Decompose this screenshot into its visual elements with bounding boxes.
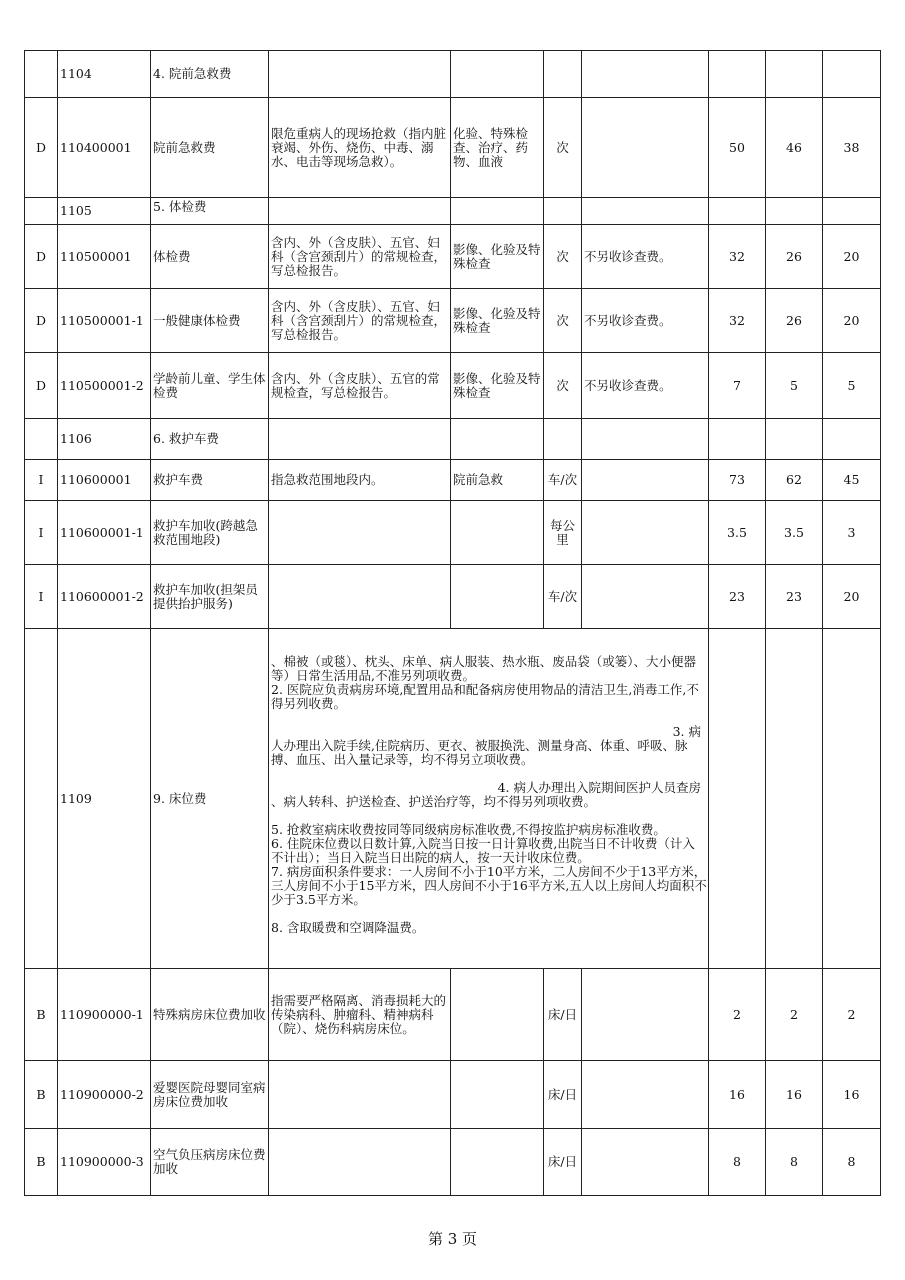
table-row (25, 629, 881, 969)
content-cell (269, 1061, 451, 1129)
price-cell: 26 (766, 225, 823, 289)
unit-cell (544, 419, 582, 460)
unit-cell: 车/次 (544, 565, 582, 629)
exclusion-cell: 院前急救 (451, 460, 544, 501)
table-row (25, 289, 881, 353)
code-cell: 1109 (58, 629, 151, 969)
class-cell: I (25, 565, 58, 629)
item-name-cell: 救护车加收(跨越急救范围地段) (151, 501, 269, 565)
price-cell: 8 (823, 1129, 881, 1196)
content-cell: 限危重病人的现场抢救（指内脏衰竭、外伤、烧伤、中毒、溺水、电击等现场急救）。 (269, 98, 451, 198)
price-cell: 23 (709, 565, 766, 629)
note-cell (582, 51, 709, 98)
table-row (25, 460, 881, 501)
class-cell (25, 51, 58, 98)
unit-cell: 次 (544, 353, 582, 419)
price-cell: 16 (709, 1061, 766, 1129)
code-cell: 110900000-2 (58, 1061, 151, 1129)
item-name-cell: 爱婴医院母婴同室病房床位费加收 (151, 1061, 269, 1129)
price-cell: 26 (766, 289, 823, 353)
class-cell: I (25, 501, 58, 565)
price-cell: 3.5 (709, 501, 766, 565)
note-line: 2. 医院应负责病房环境,配置用品和配备病房使用物品的清洁卫生,消毒工作,不得另列收费。 (271, 681, 699, 711)
unit-cell: 每公里 (544, 501, 582, 565)
code-cell: 110500001-2 (58, 353, 151, 419)
exclusion-cell: 影像、化验及特殊检查 (451, 353, 544, 419)
code-cell: 110400001 (58, 98, 151, 198)
table-row (25, 225, 881, 289)
unit-cell (544, 51, 582, 98)
note-line: 人办理出入院手续,住院病历、更衣、被服换洗、测量身高、体重、呼吸、脉搏、血压、出入量记录等，均不得另立项收费。 (271, 737, 688, 767)
price-cell (766, 198, 823, 225)
exclusion-cell (451, 969, 544, 1061)
note-line: 3. 病 (672, 723, 701, 739)
item-name-cell: 体检费 (151, 225, 269, 289)
table-row (25, 51, 881, 98)
item-name-cell: 一般健康体检费 (151, 289, 269, 353)
note-cell (582, 1129, 709, 1196)
price-cell: 16 (766, 1061, 823, 1129)
exclusion-cell (451, 1129, 544, 1196)
price-cell (823, 198, 881, 225)
exclusion-cell: 化验、特殊检查、治疗、药物、血液 (451, 98, 544, 198)
table-row (25, 419, 881, 460)
item-name-cell: 6. 救护车费 (151, 419, 269, 460)
price-cell: 8 (766, 1129, 823, 1196)
price-cell: 2 (823, 969, 881, 1061)
price-cell: 50 (709, 98, 766, 198)
code-cell: 1104 (58, 51, 151, 98)
item-name-cell: 空气负压病房床位费加收 (151, 1129, 269, 1196)
note-cell (582, 565, 709, 629)
price-cell: 5 (823, 353, 881, 419)
note-cell (582, 501, 709, 565)
table-row (25, 353, 881, 419)
table-row (25, 198, 881, 225)
note-cell: 不另收诊查费。 (582, 289, 709, 353)
unit-cell: 床/日 (544, 1061, 582, 1129)
note-cell (582, 198, 709, 225)
content-cell: 含内、外（含皮肤）、五官、妇科（含宫颈刮片）的常规检查，写总检报告。 (269, 289, 451, 353)
code-cell: 110900000-1 (58, 969, 151, 1061)
price-cell (823, 629, 881, 969)
unit-cell: 次 (544, 289, 582, 353)
content-cell (269, 51, 451, 98)
price-cell (709, 51, 766, 98)
content-cell: 指需要严格隔离、消毒损耗大的传染病科、肿瘤科、精神病科（院）、烧伤科病房床位。 (269, 969, 451, 1061)
table-row (25, 501, 881, 565)
class-cell: B (25, 1129, 58, 1196)
exclusion-cell (451, 565, 544, 629)
price-cell: 46 (766, 98, 823, 198)
unit-cell: 床/日 (544, 969, 582, 1061)
code-cell: 110900000-3 (58, 1129, 151, 1196)
table-row (25, 98, 881, 198)
price-cell: 5 (766, 353, 823, 419)
note-line: 5. 抢救室病床收费按同等同级病房标准收费,不得按监护病房标准收费。 (271, 821, 666, 837)
class-cell: D (25, 289, 58, 353)
item-name-cell: 院前急救费 (151, 98, 269, 198)
price-cell: 2 (766, 969, 823, 1061)
class-cell: I (25, 460, 58, 501)
item-name-cell: 4. 院前急救费 (151, 51, 269, 98)
code-cell: 110500001 (58, 225, 151, 289)
price-cell: 20 (823, 225, 881, 289)
item-name-cell: 学龄前儿童、学生体检费 (151, 353, 269, 419)
exclusion-cell (451, 51, 544, 98)
class-cell: D (25, 353, 58, 419)
price-cell: 23 (766, 565, 823, 629)
bed-fee-notes (269, 629, 709, 969)
content-cell: 指急救范围地段内。 (269, 460, 451, 501)
code-cell: 1106 (58, 419, 151, 460)
code-cell: 110600001-2 (58, 565, 151, 629)
class-cell: D (25, 98, 58, 198)
unit-cell: 床/日 (544, 1129, 582, 1196)
item-name-cell (151, 198, 269, 225)
note-line: 、病人转科、护送检查、护送治疗等，均不得另列项收费。 (271, 793, 597, 809)
code-cell: 110500001-1 (58, 289, 151, 353)
content-cell (269, 565, 451, 629)
price-cell (766, 419, 823, 460)
price-cell: 62 (766, 460, 823, 501)
table-row (25, 969, 881, 1061)
code-cell: 110600001-1 (58, 501, 151, 565)
exclusion-cell (451, 419, 544, 460)
price-cell (709, 419, 766, 460)
content-cell (269, 198, 451, 225)
table-row (25, 1129, 881, 1196)
content-cell: 含内、外（含皮肤）、五官、妇科（含宫颈刮片）的常规检查，写总检报告。 (269, 225, 451, 289)
price-cell: 7 (709, 353, 766, 419)
note-line: 7. 病房面积条件要求：一人房间不小于10平方米，二人房间不少于13平方米，三人房间不小于15平方米，四人房间不小于16平方米,五人以上房间人均面积不少于3.5平方米。 (271, 863, 707, 907)
exclusion-cell (451, 1061, 544, 1129)
item-name-text: 5. 体检费 (153, 199, 207, 214)
content-cell: 含内、外（含皮肤）、五官的常规检查，写总检报告。 (269, 353, 451, 419)
price-cell: 20 (823, 565, 881, 629)
content-cell (269, 501, 451, 565)
fee-table (24, 50, 881, 1196)
unit-cell: 次 (544, 98, 582, 198)
price-cell: 20 (823, 289, 881, 353)
unit-cell: 车/次 (544, 460, 582, 501)
table-row (25, 565, 881, 629)
price-cell: 32 (709, 289, 766, 353)
price-cell: 45 (823, 460, 881, 501)
price-cell (766, 629, 823, 969)
note-line: 4. 病人办理出入院期间医护人员查房 (497, 779, 701, 795)
price-cell: 3.5 (766, 501, 823, 565)
class-cell (25, 419, 58, 460)
price-cell: 8 (709, 1129, 766, 1196)
note-cell (582, 969, 709, 1061)
exclusion-cell (451, 198, 544, 225)
price-cell (823, 419, 881, 460)
item-name-cell: 救护车加收(担架员提供抬护服务) (151, 565, 269, 629)
price-cell: 32 (709, 225, 766, 289)
class-cell: B (25, 1061, 58, 1129)
content-cell (269, 1129, 451, 1196)
note-cell (582, 460, 709, 501)
class-cell (25, 198, 58, 225)
note-cell (582, 419, 709, 460)
content-cell (269, 419, 451, 460)
table-row (25, 1061, 881, 1129)
price-cell: 2 (709, 969, 766, 1061)
note-cell (582, 1061, 709, 1129)
class-cell: B (25, 969, 58, 1061)
unit-cell: 次 (544, 225, 582, 289)
code-cell: 1105 (58, 198, 151, 225)
exclusion-cell (451, 501, 544, 565)
class-cell: D (25, 225, 58, 289)
note-cell (582, 98, 709, 198)
price-cell: 38 (823, 98, 881, 198)
note-line: 6. 住院床位费以日数计算,入院当日按一日计算收费,出院当日不计收费（计入不计出）；当日入院当日出院的病人，按一天计收床位费。 (271, 835, 695, 865)
item-name-cell: 特殊病房床位费加收 (151, 969, 269, 1061)
price-cell: 3 (823, 501, 881, 565)
price-cell (823, 51, 881, 98)
price-cell (766, 51, 823, 98)
price-cell: 16 (823, 1061, 881, 1129)
unit-cell (544, 198, 582, 225)
note-cell: 不另收诊查费。 (582, 225, 709, 289)
code-cell: 110600001 (58, 460, 151, 501)
exclusion-cell: 影像、化验及特殊检查 (451, 225, 544, 289)
page-number: 第 3 页 (427, 1230, 478, 1248)
item-name-cell: 救护车费 (151, 460, 269, 501)
class-cell (25, 629, 58, 969)
note-cell: 不另收诊查费。 (582, 353, 709, 419)
price-cell (709, 198, 766, 225)
item-name-cell: 9. 床位费 (151, 629, 269, 969)
note-line: 、棉被（或毯）、枕头、床单、病人服装、热水瓶、废品袋（或篓）、大小便器等）日常生活用品,不准另列项收费。 (271, 653, 697, 683)
note-line: 8. 含取暖费和空调降温费。 (271, 919, 425, 935)
price-cell: 73 (709, 460, 766, 501)
price-cell (709, 629, 766, 969)
exclusion-cell: 影像、化验及特殊检查 (451, 289, 544, 353)
